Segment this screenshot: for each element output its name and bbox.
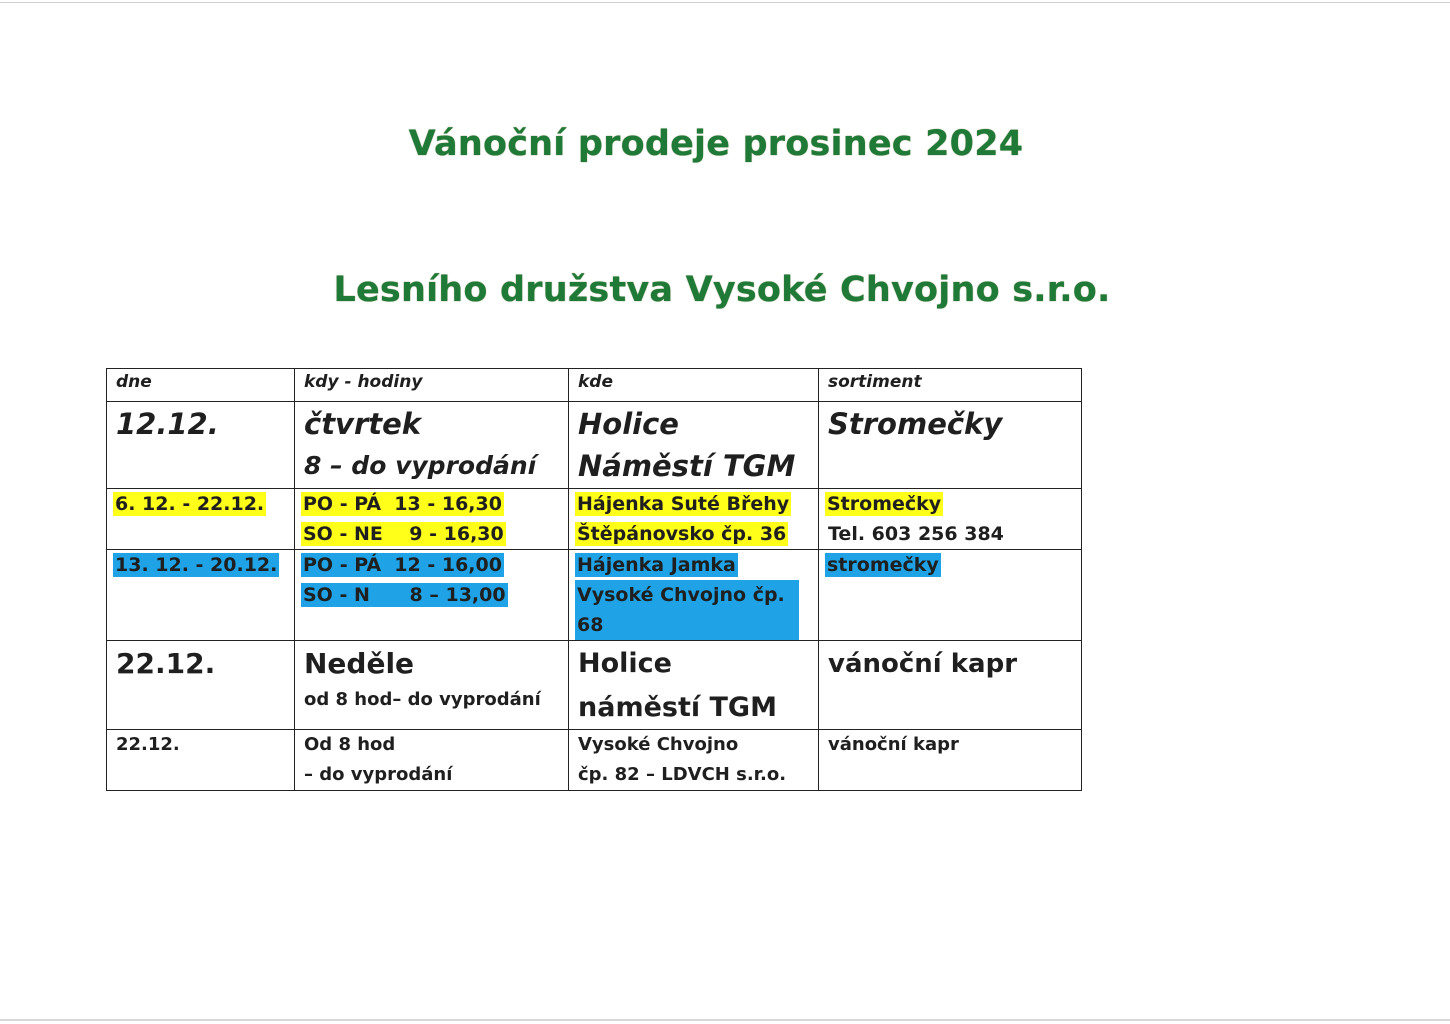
schedule-table <box>106 368 1082 791</box>
cell-where: Holice náměstí TGM <box>569 641 819 730</box>
cell-date: 12.12. <box>107 402 295 489</box>
cell-where: Hájenka Suté Břehy Štěpánovsko čp. 36 <box>569 489 819 550</box>
header-assortment: sortiment <box>819 369 1082 402</box>
page-title: Vánoční prodeje prosinec 2024 <box>408 124 1024 164</box>
cell-when: Neděle od 8 hod– do vyprodání <box>295 641 569 730</box>
cell-assortment: Stromečky <box>819 402 1082 489</box>
cell-when: PO - PÁ 13 - 16,30 SO - NE 9 - 16,30 <box>295 489 569 550</box>
header-date: dne <box>107 369 295 402</box>
cell-assortment: vánoční kapr <box>819 730 1082 791</box>
cell-assortment: stromečky <box>819 550 1082 641</box>
header-when: kdy - hodiny <box>295 369 569 402</box>
header-where: kde <box>569 369 819 402</box>
bottom-scan-edge <box>0 1019 1450 1021</box>
cell-date: 22.12. <box>107 641 295 730</box>
cell-date: 6. 12. - 22.12. <box>107 489 295 550</box>
cell-where: Hájenka Jamka Vysoké Chvojno čp. 68 <box>569 550 819 641</box>
table-row <box>107 641 1082 730</box>
cell-assortment: Stromečky Tel. 603 256 384 <box>819 489 1082 550</box>
cell-date: 13. 12. - 20.12. <box>107 550 295 641</box>
table-row <box>107 550 1082 641</box>
table-row <box>107 402 1082 489</box>
cell-when: čtvrtek 8 – do vyprodání <box>295 402 569 489</box>
top-scan-edge <box>0 2 1450 3</box>
cell-where: Vysoké Chvojno čp. 82 – LDVCH s.r.o. <box>569 730 819 791</box>
page-subtitle: Lesního družstva Vysoké Chvojno s.r.o. <box>333 270 1111 310</box>
cell-when: PO - PÁ 12 - 16,00 SO - N 8 – 13,00 <box>295 550 569 641</box>
cell-date: 22.12. <box>107 730 295 791</box>
table-row <box>107 730 1082 791</box>
cell-assortment: vánoční kapr <box>819 641 1082 730</box>
cell-when: Od 8 hod – do vyprodání <box>295 730 569 791</box>
table-row <box>107 489 1082 550</box>
table-header-row <box>107 369 1082 402</box>
cell-where: Holice Náměstí TGM <box>569 402 819 489</box>
